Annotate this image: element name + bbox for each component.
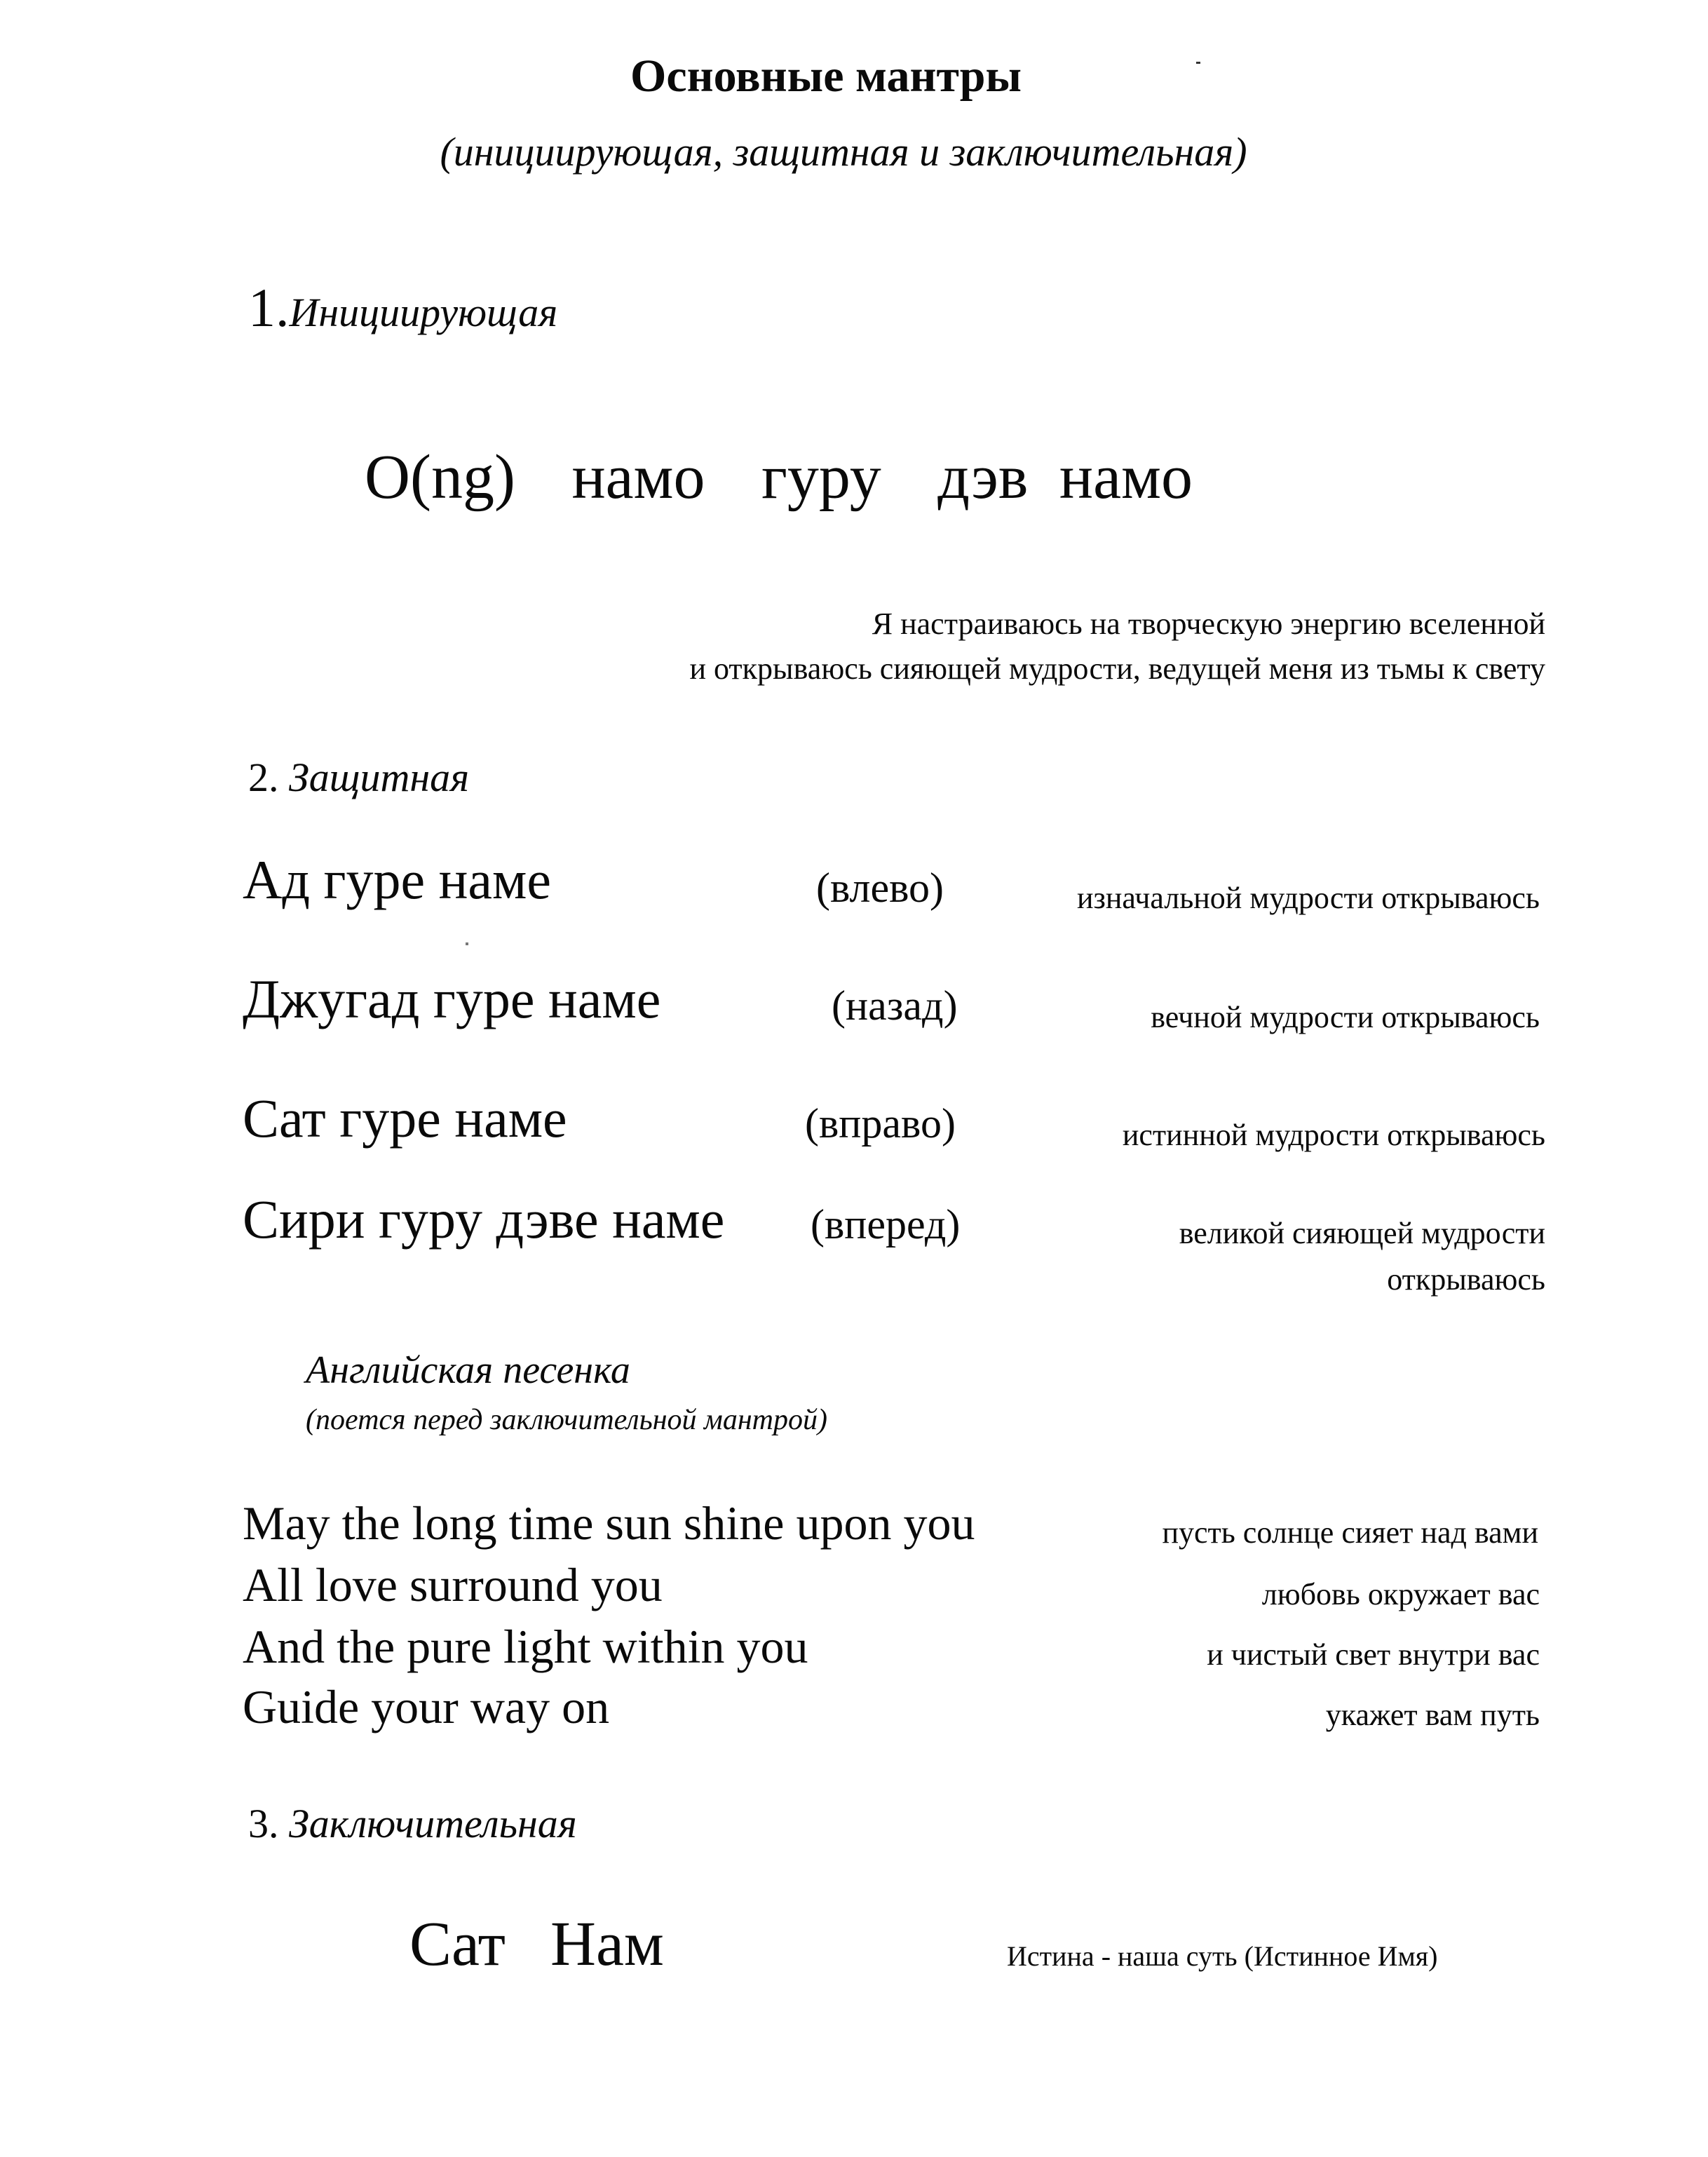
song-title: Английская песенка [306, 1348, 630, 1392]
scan-speck [466, 942, 468, 945]
initiating-translation [689, 602, 1545, 691]
mantra-word: намо [1059, 442, 1193, 512]
initiating-mantra [365, 442, 1193, 512]
section-label: Заключительная [289, 1801, 577, 1846]
closing-translation: Истина - наша суть (Истинное Имя) [1007, 1940, 1438, 1972]
song-line-russian: пусть солнце сияет над вами [1162, 1515, 1538, 1550]
mantra-word: Нам [550, 1909, 664, 1979]
page-title: Основные мантры [630, 50, 1022, 102]
section-heading-protective [248, 757, 469, 798]
mantra-word: дэв [937, 442, 1029, 512]
song-line-english: All love surround you [243, 1558, 663, 1611]
meaning-line: истинной мудрости открываюсь [1122, 1118, 1545, 1152]
section-label: Инициирующая [289, 290, 558, 335]
scan-speck [1196, 62, 1200, 64]
translation-line: Я настраиваюсь на творческую энергию вселенной [872, 607, 1545, 641]
song-line-russian: укажет вам путь [1325, 1698, 1540, 1732]
protective-phrase-text: Джугад гуре наме [243, 968, 661, 1029]
protective-phrase-meaning [1179, 1210, 1545, 1303]
protective-phrase-direction: (вперед) [811, 1201, 961, 1247]
song-note: (поется перед заключительной мантрой) [306, 1404, 827, 1436]
meaning-line: великой сияющей мудрости [1179, 1216, 1545, 1250]
song-line-english: And the pure light within you [243, 1620, 808, 1673]
protective-phrase-meaning [1123, 1112, 1545, 1158]
section-number: 3. [248, 1801, 279, 1846]
song-line-russian: любовь окружает вас [1261, 1577, 1540, 1611]
section-label: Защитная [289, 755, 470, 800]
protective-phrase-text: Сири гуру дэве наме [243, 1189, 725, 1250]
mantra-word: O(ng) [365, 442, 515, 512]
mantra-word: намо [571, 442, 705, 512]
page-subtitle: (инициирующая, защитная и заключительная) [440, 129, 1247, 175]
protective-phrase-text: Ад гуре наме [243, 849, 551, 910]
section-heading-closing [248, 1801, 577, 1846]
protective-phrase-meaning [1151, 994, 1540, 1041]
mantra-word: гуру [761, 442, 881, 512]
meaning-line: вечной мудрости открываюсь [1151, 1000, 1540, 1034]
protective-phrase-direction: (назад) [832, 982, 958, 1029]
protective-phrase-direction: (вправо) [805, 1100, 956, 1147]
meaning-line: изначальной мудрости открываюсь [1076, 881, 1540, 915]
section-number: 2. [248, 755, 279, 800]
translation-line: и открываюсь сияющей мудрости, ведущей меня из тьмы к свету [689, 651, 1545, 686]
song-line-english: Guide your way on [243, 1680, 610, 1733]
protective-phrase-meaning [1077, 875, 1540, 921]
song-line-russian: и чистый свет внутри вас [1207, 1637, 1540, 1672]
song-line-english: May the long time sun shine upon you [243, 1496, 975, 1550]
section-heading-initiating [248, 277, 558, 338]
meaning-line: открываюсь [1387, 1262, 1545, 1297]
protective-phrase-direction: (влево) [816, 865, 944, 911]
mantra-word: Сат [409, 1909, 506, 1979]
section-number: 1. [248, 277, 290, 338]
closing-mantra [409, 1909, 664, 1979]
protective-phrase-text: Сат гуре наме [243, 1088, 567, 1149]
